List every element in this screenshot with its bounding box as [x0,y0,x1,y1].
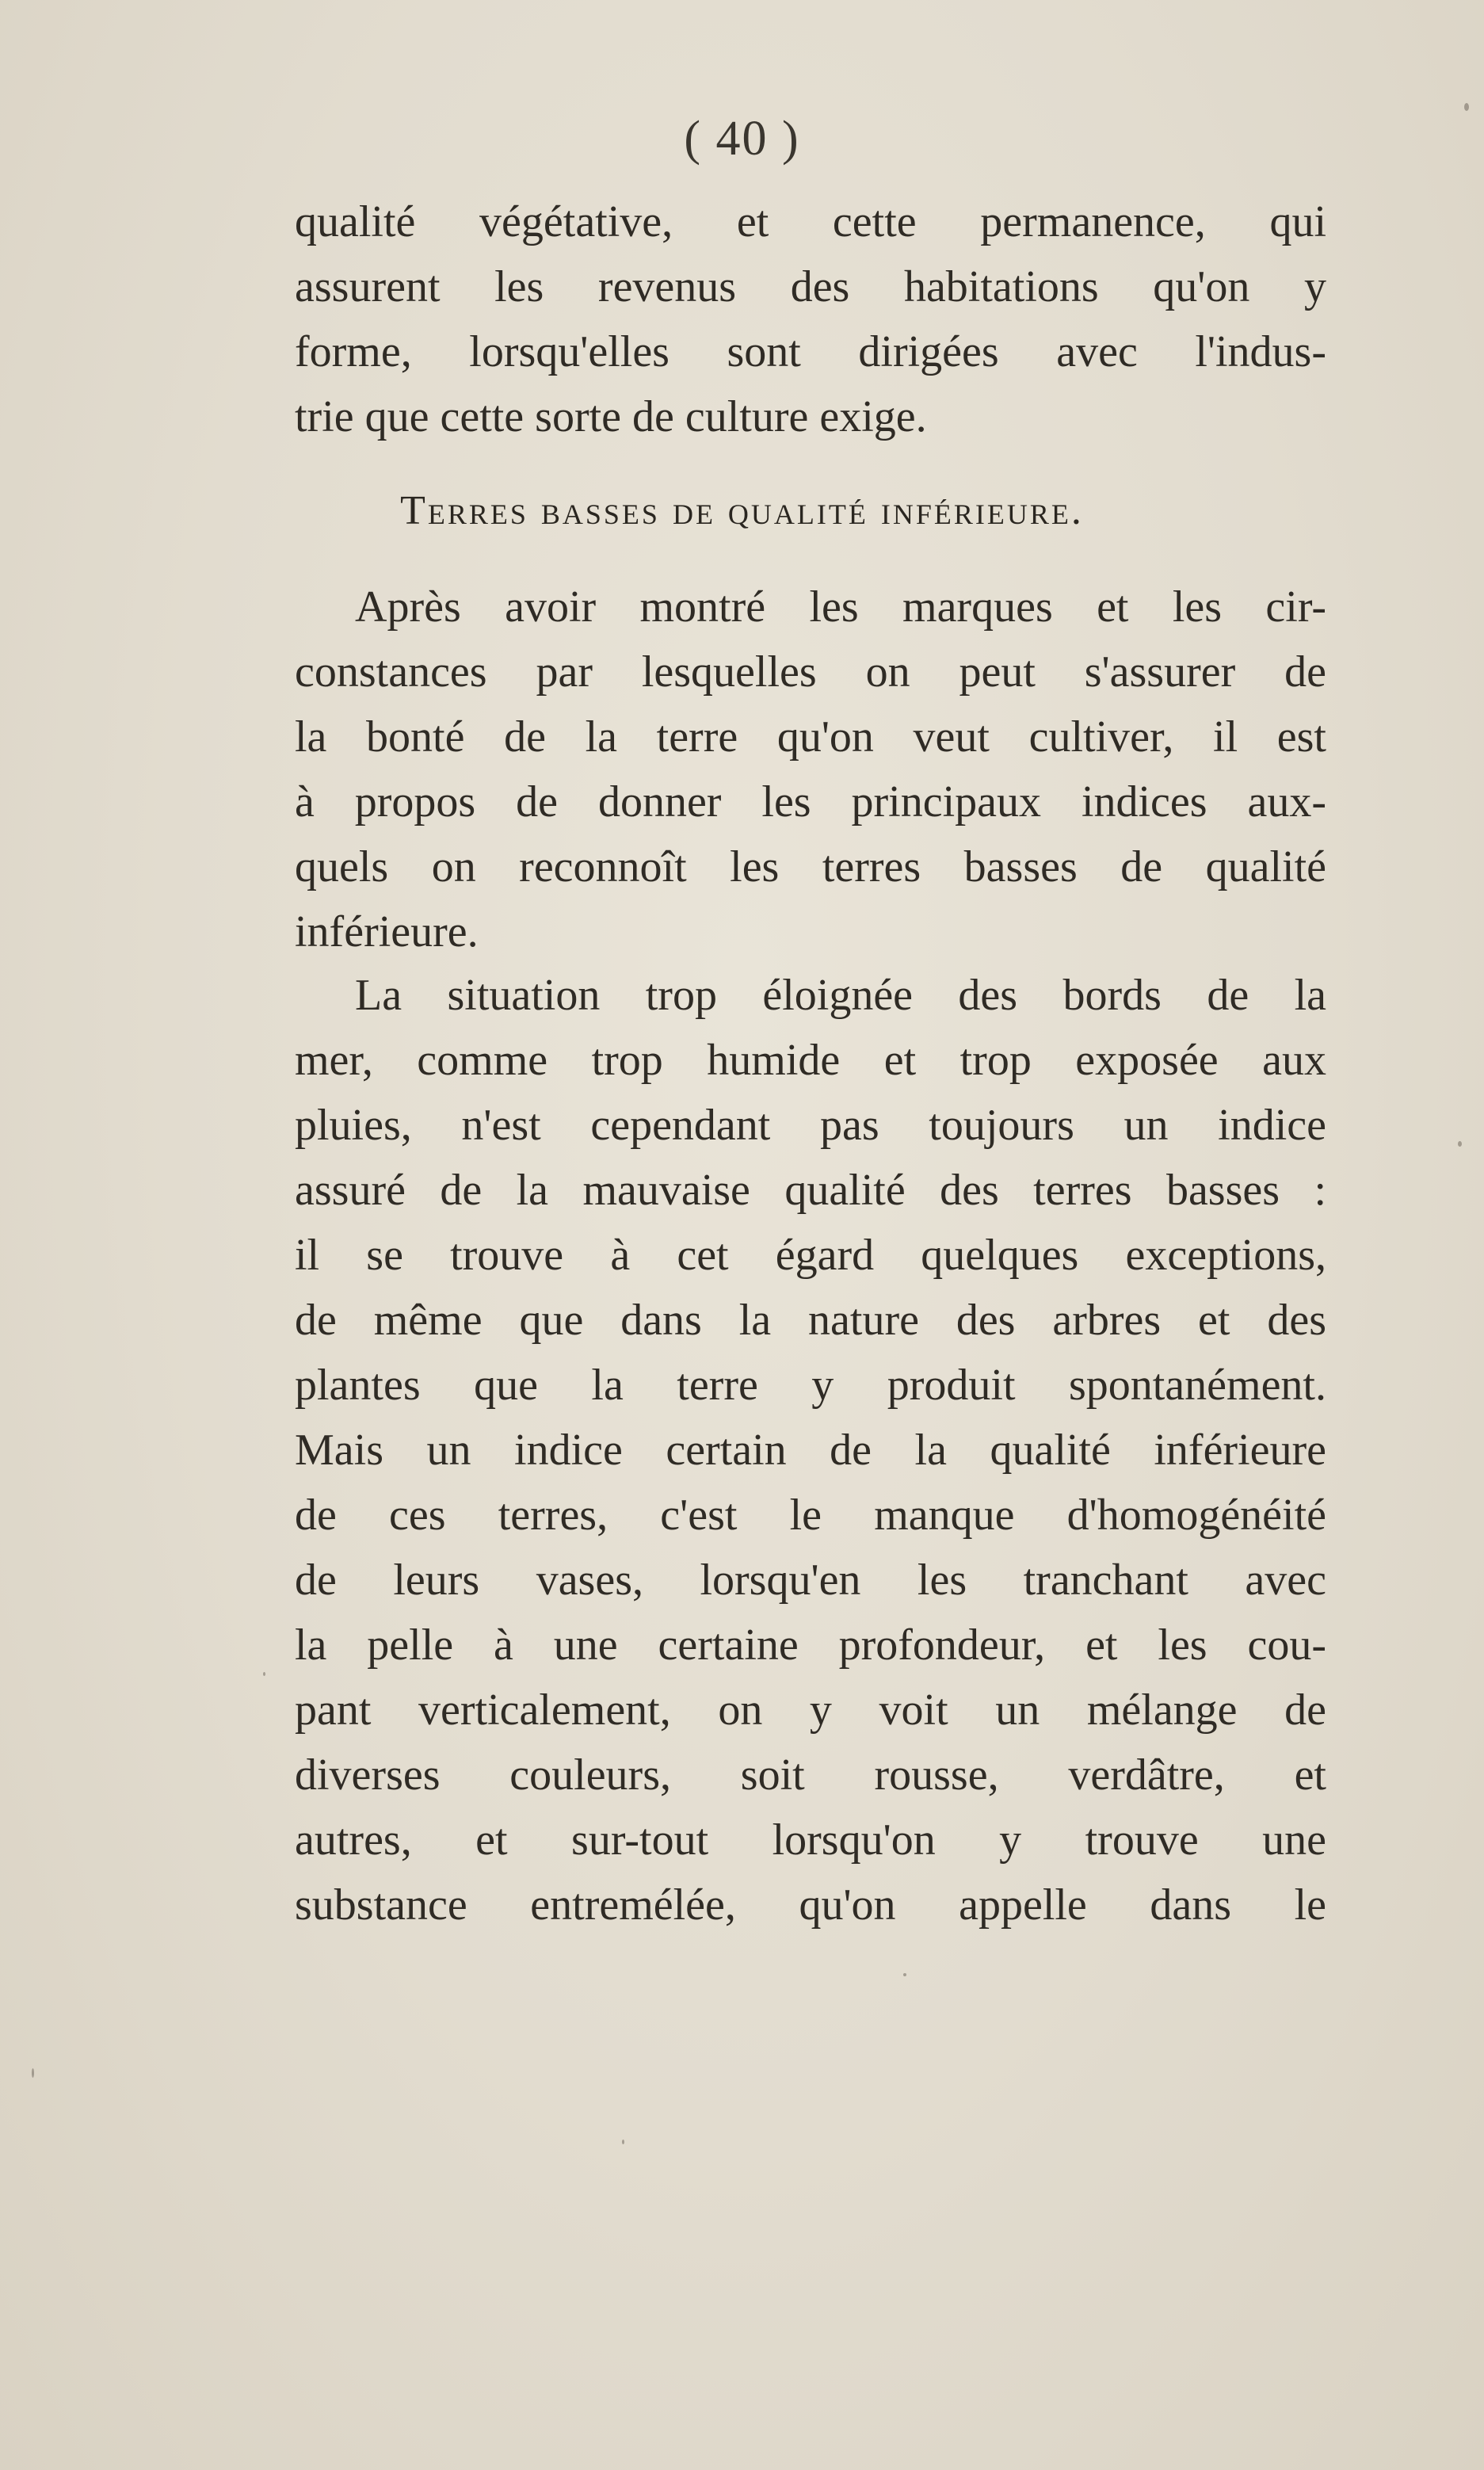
text-line: de ces terres, c'est le manque d'homogénéité [295,1491,1326,1540]
text-line: à propos de donner les principaux indices aux- [295,777,1326,827]
paper-speck [903,1973,906,1976]
text-line: autres, et sur-tout lorsqu'on y trouve une [295,1815,1326,1865]
text-line: pluies, n'est cependant pas toujours un indice [295,1101,1326,1150]
text-line: la bonté de la terre qu'on veut cultiver, il est [295,712,1326,762]
section-heading: Terres basses de qualité inférieure. [400,488,1084,533]
page-number: ( 40 ) [684,112,800,166]
text-line: diverses couleurs, soit rousse, verdâtre, et [295,1750,1326,1800]
text-line: la pelle à une certaine profondeur, et les cou- [295,1621,1326,1670]
text-line: trie que cette sorte de culture exige. [295,392,927,441]
paper-speck [1464,103,1469,111]
text-line: La situation trop éloignée des bords de la [355,971,1326,1020]
text-line: plantes que la terre y produit spontanément. [295,1361,1326,1410]
text-line: pant verticalement, on y voit un mélange de [295,1685,1326,1735]
text-line: qualité végétative, et cette permanence, qui [295,197,1326,246]
text-line: Après avoir montré les marques et les cir- [355,582,1326,632]
text-line: assuré de la mauvaise qualité des terres basses : [295,1166,1326,1215]
text-line: il se trouve à cet égard quelques exceptions, [295,1231,1326,1280]
text-line: de leurs vases, lorsqu'en les tranchant avec [295,1556,1326,1605]
paper-speck [622,2140,624,2144]
text-line: constances par lesquelles on peut s'assurer de [295,647,1326,697]
text-line: inférieure. [295,907,479,956]
paper-speck [263,1672,265,1676]
text-line: Mais un indice certain de la qualité inférieure [295,1426,1326,1475]
text-line: de même que dans la nature des arbres et des [295,1296,1326,1345]
paper-speck [32,2068,34,2078]
paper-speck [1458,1141,1462,1147]
text-line: quels on reconnoît les terres basses de qualité [295,842,1326,891]
text-line: mer, comme trop humide et trop exposée aux [295,1036,1326,1085]
text-line: assurent les revenus des habitations qu'on y [295,262,1326,311]
text-line: forme, lorsqu'elles sont dirigées avec l'indus- [295,327,1326,376]
text-line: substance entremélée, qu'on appelle dans le [295,1880,1326,1930]
